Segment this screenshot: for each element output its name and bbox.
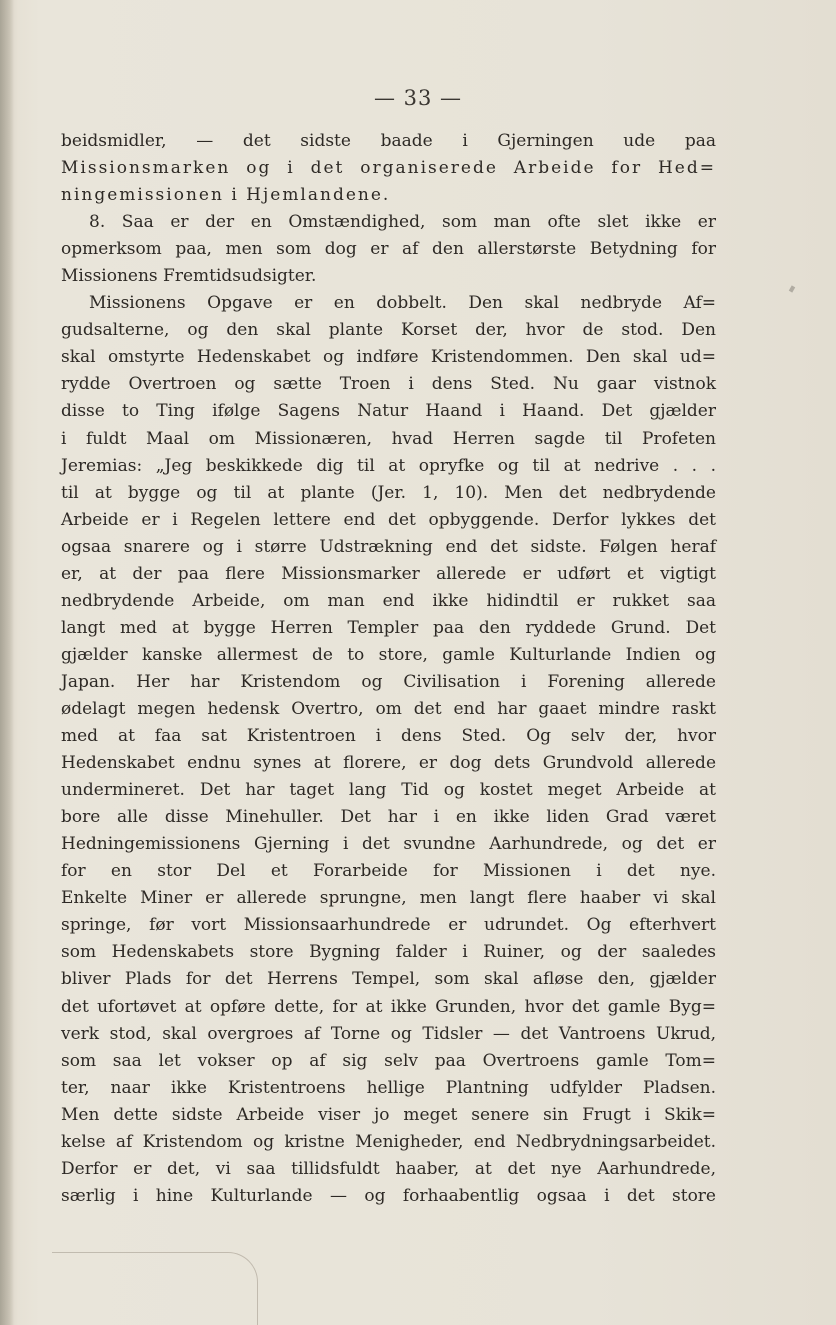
text-line: som Hedenskabets store Bygning falder i Ruiner, og der saaledes (61, 942, 716, 963)
page-number: — 33 — (373, 86, 463, 110)
text-line: skal omstyrte Hedenskabet og indføre Kristendommen. Den skal ud= (61, 347, 716, 368)
text-line: til at bygge og til at plante (Jer. 1, 10). Men det nedbrydende (61, 482, 716, 503)
text-line: ogsaa snarere og i større Udstrækning end det sidste. Følgen heraf (61, 536, 716, 557)
body-text (61, 128, 716, 1210)
text-line: bliver Plads for det Herrens Tempel, som skal afløse den, gjælder (61, 969, 716, 990)
text-line: med at faa sat Kristentroen i dens Sted. Og selv der, hvor (61, 726, 716, 747)
text-line: langt med at bygge Herren Templer paa den ryddede Grund. Det (61, 617, 716, 638)
text-line: ter, naar ikke Kristentroens hellige Plantning udfylder Pladsen. (61, 1077, 716, 1098)
text-line: gjælder kanske allermest de to store, gamle Kulturlande Indien og (61, 644, 716, 665)
text-line: i fuldt Maal om Missionæren, hvad Herren sagde til Profeten (61, 428, 716, 449)
text-line: opmerksom paa, men som dog er af den allerstørste Betydning for (61, 239, 716, 260)
text-line: verk stod, skal overgroes af Torne og Tidsler — det Vantroens Ukrud, (61, 1023, 716, 1044)
paper-crease (52, 1252, 258, 1325)
text-line: gudsalterne, og den skal plante Korset der, hvor de stod. Den (61, 320, 716, 341)
text-line: Enkelte Miner er allerede sprungne, men langt flere haaber vi skal (61, 888, 716, 909)
text-line: bore alle disse Minehuller. Det har i en ikke liden Grad været (61, 807, 716, 828)
text-line: Hedningemissionens Gjerning i det svundne Aarhundrede, og det er (61, 834, 716, 855)
text-line: Hedenskabet endnu synes at florere, er dog dets Grundvold allerede (61, 753, 716, 774)
text-line: Arbeide er i Regelen lettere end det opbyggende. Derfor lykkes det (61, 509, 716, 530)
text-line: Missionens Fremtidsudsigter. (61, 266, 317, 287)
text-line: er, at der paa flere Missionsmarker allerede er udført et vigtigt (61, 563, 716, 584)
text-line: Jeremias: „Jeg beskikkede dig til at opryfke og til at nedrive . . . (61, 455, 716, 476)
text-line: Derfor er det, vi saa tillidsfuldt haaber, at det nye Aarhundrede, (61, 1158, 716, 1179)
text-line: det ufortøvet at opføre dette, for at ikke Grunden, hvor det gamle Byg= (61, 996, 716, 1017)
text-line: 8. Saa er der en Omstændighed, som man ofte slet ikke er (89, 212, 716, 233)
page-gutter-shadow (0, 0, 14, 1325)
text-line: springe, før vort Missionsaarhundrede er udrundet. Og efterhvert (61, 915, 716, 936)
text-line: undermineret. Det har taget lang Tid og kostet meget Arbeide at (61, 780, 716, 801)
text-line: ødelagt megen hedensk Overtro, om det end har gaaet mindre raskt (61, 698, 716, 719)
text-line: Japan. Her har Kristendom og Civilisation i Forening allerede (61, 671, 716, 692)
text-line: beidsmidler, — det sidste baade i Gjerningen ude paa (61, 131, 716, 151)
text-line: rydde Overtroen og sætte Troen i dens Sted. Nu gaar vistnok (61, 374, 716, 395)
text-line: nedbrydende Arbeide, om man end ikke hidindtil er rukket saa (61, 590, 716, 611)
text-line: for en stor Del et Forarbeide for Missionen i det nye. (61, 861, 716, 882)
text-line: som saa let vokser op af sig selv paa Overtroens gamle Tom= (61, 1050, 716, 1071)
text-line: kelse af Kristendom og kristne Menigheder, end Nedbrydningsarbeidet. (61, 1131, 716, 1152)
text-line: Missionsmarken og i det organiserede Arbeide for Hed= (61, 158, 716, 179)
text-line: Men dette sidste Arbeide viser jo meget senere sin Frugt i Skik= (61, 1104, 716, 1125)
text-line: ningemissionen i Hjemlandene. (61, 185, 391, 206)
text-line: disse to Ting ifølge Sagens Natur Haand i Haand. Det gjælder (61, 401, 716, 422)
text-line: Missionens Opgave er en dobbelt. Den skal nedbryde Af= (89, 293, 716, 314)
text-line: særlig i hine Kulturlande — og forhaabentlig ogsaa i det store (61, 1185, 716, 1206)
ink-speck (789, 285, 795, 292)
